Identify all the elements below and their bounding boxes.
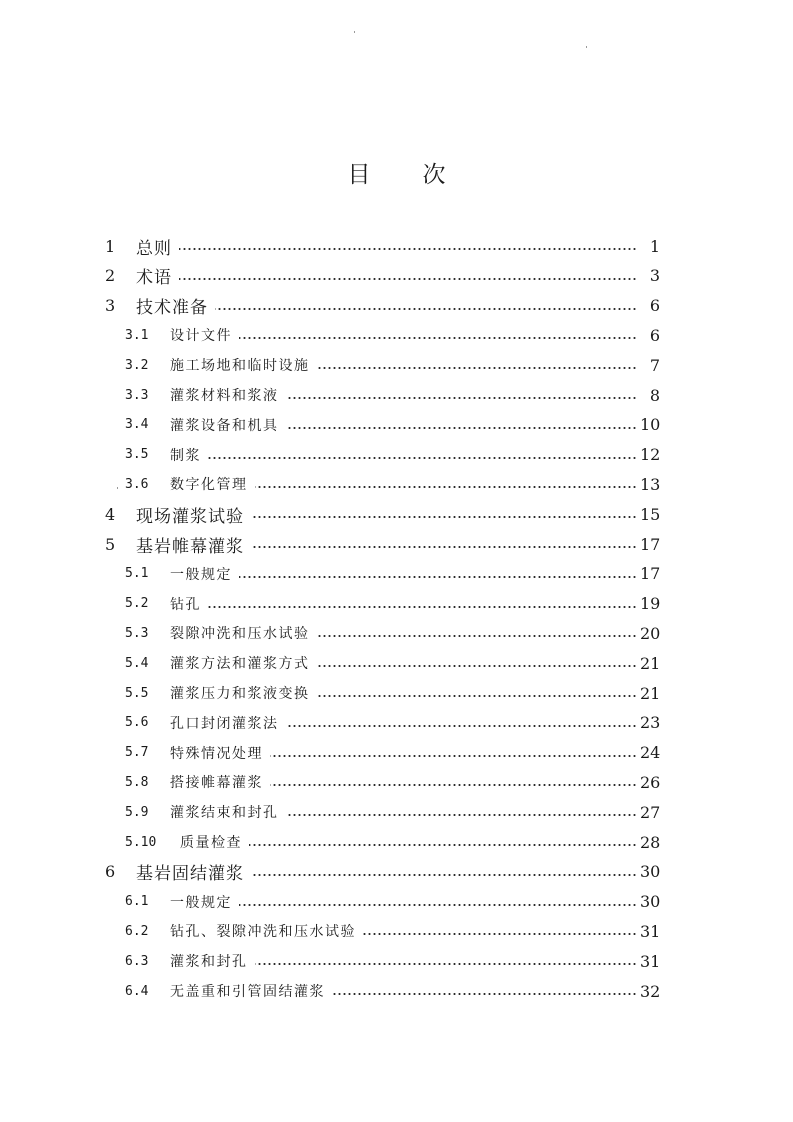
toc-entry-page-number[interactable]: 21 bbox=[640, 653, 661, 673]
toc-entry-number: 6.1 bbox=[125, 894, 149, 910]
toc-entry-number: 2 bbox=[105, 266, 116, 286]
toc-entry-page-number[interactable]: 26 bbox=[640, 772, 661, 792]
toc-entry-page-number[interactable]: 24 bbox=[640, 743, 661, 763]
toc-entry-page-number[interactable]: 30 bbox=[640, 892, 661, 912]
dot-leader bbox=[286, 396, 637, 400]
toc-entry-title[interactable]: 特殊情况处理 bbox=[170, 743, 266, 763]
dot-leader bbox=[317, 694, 637, 698]
toc-entry-page-number[interactable]: 28 bbox=[640, 832, 661, 852]
toc-entry-number: 3.5 bbox=[125, 447, 149, 463]
toc-entry[interactable] bbox=[0, 590, 793, 618]
dot-leader bbox=[215, 307, 637, 311]
toc-entry-page-number[interactable]: 15 bbox=[640, 504, 661, 524]
toc-entry-number: 3.2 bbox=[125, 357, 149, 373]
toc-entry-number: 3.3 bbox=[125, 387, 149, 403]
dot-leader bbox=[286, 724, 637, 728]
toc-entry-title[interactable]: 灌浆压力和浆液变换 bbox=[170, 683, 313, 703]
dot-leader bbox=[251, 515, 637, 519]
toc-entry-title[interactable]: 总则 bbox=[136, 234, 175, 259]
toc-entry-title[interactable]: 孔口封闭灌浆法 bbox=[170, 713, 282, 733]
toc-entry-title[interactable]: 裂隙冲洗和压水试验 bbox=[170, 623, 313, 643]
toc-entry[interactable] bbox=[0, 321, 793, 349]
page-title bbox=[0, 156, 793, 189]
toc-entry-title[interactable]: 灌浆方法和灌浆方式 bbox=[170, 653, 313, 673]
toc-entry-page-number[interactable]: 21 bbox=[640, 683, 661, 703]
toc-entry[interactable] bbox=[0, 560, 793, 588]
toc-entry[interactable] bbox=[0, 441, 793, 469]
toc-entry-number: 6 bbox=[105, 862, 116, 882]
dot-leader bbox=[270, 783, 637, 787]
toc-entry-page-number[interactable]: 20 bbox=[640, 623, 661, 643]
toc-entry-number: 6.4 bbox=[125, 983, 149, 999]
toc-entry-title[interactable]: 搭接帷幕灌浆 bbox=[170, 772, 266, 792]
dot-leader bbox=[239, 336, 637, 340]
dot-leader bbox=[255, 485, 637, 489]
toc-entry[interactable] bbox=[0, 232, 793, 260]
toc-entry-page-number[interactable]: 27 bbox=[640, 802, 661, 822]
toc-entry-title[interactable]: 灌浆结束和封孔 bbox=[170, 802, 282, 822]
toc-entry-number: 5.8 bbox=[125, 774, 149, 790]
toc-entry-number: 5.5 bbox=[125, 685, 149, 701]
toc-entry[interactable] bbox=[0, 649, 793, 677]
scan-speck bbox=[354, 31, 355, 33]
dot-leader bbox=[255, 962, 637, 966]
toc-entry[interactable] bbox=[0, 947, 793, 975]
scan-speck bbox=[586, 46, 587, 48]
toc-entry[interactable] bbox=[0, 411, 793, 439]
toc-entry-number: 5.9 bbox=[125, 804, 149, 820]
toc-entry-number: 5.3 bbox=[125, 625, 149, 641]
toc-entry[interactable] bbox=[0, 858, 793, 886]
toc-entry[interactable] bbox=[0, 917, 793, 945]
toc-entry-page-number[interactable]: 6 bbox=[649, 325, 660, 345]
toc-entry-number: 1 bbox=[105, 236, 116, 256]
toc-entry-page-number[interactable]: 12 bbox=[640, 445, 661, 465]
dot-leader bbox=[208, 456, 637, 460]
toc-entry-number: 3.4 bbox=[125, 417, 149, 433]
dot-leader bbox=[208, 605, 637, 609]
dot-leader bbox=[317, 366, 637, 370]
dot-leader bbox=[251, 545, 637, 549]
toc-entry-number: 3.1 bbox=[125, 327, 149, 343]
toc-entry[interactable] bbox=[0, 768, 793, 796]
dot-leader bbox=[363, 932, 637, 936]
dot-leader bbox=[239, 903, 637, 907]
title-char-2: 次 bbox=[422, 162, 446, 188]
toc-entry-title[interactable]: 技术准备 bbox=[136, 293, 211, 318]
toc-entry-number: 6.3 bbox=[125, 953, 149, 969]
toc-entry-page-number[interactable]: 17 bbox=[640, 564, 661, 584]
dot-leader bbox=[179, 247, 637, 251]
toc-entry-page-number[interactable]: 31 bbox=[640, 921, 661, 941]
dot-leader bbox=[249, 843, 637, 847]
title-char-1: 目 bbox=[347, 162, 371, 188]
toc-entry-title[interactable]: 灌浆和封孔 bbox=[170, 951, 251, 971]
toc-entry-title[interactable]: 设计文件 bbox=[170, 325, 235, 345]
dot-leader bbox=[332, 992, 637, 996]
toc-entry[interactable] bbox=[0, 351, 793, 379]
toc-entry-title[interactable]: 钻孔 bbox=[170, 594, 204, 614]
toc-entry-number: 5.6 bbox=[125, 715, 149, 731]
toc-entry[interactable] bbox=[0, 977, 793, 1005]
toc-entry[interactable] bbox=[0, 500, 793, 528]
toc-entry-number: 5.7 bbox=[125, 745, 149, 761]
toc-entry-number: 4 bbox=[105, 504, 116, 524]
toc-entry-number: 5.2 bbox=[125, 596, 149, 612]
toc-entry[interactable] bbox=[0, 709, 793, 737]
toc-entry-page-number[interactable]: 17 bbox=[640, 534, 661, 554]
toc-entry-number: 3.6 bbox=[125, 476, 149, 492]
toc-entry-title[interactable]: 术语 bbox=[136, 263, 175, 288]
dot-leader bbox=[317, 634, 637, 638]
toc-entry-page-number[interactable]: 13 bbox=[640, 474, 661, 494]
toc-entry-page-number[interactable]: 32 bbox=[640, 981, 661, 1001]
dot-leader bbox=[251, 873, 637, 877]
toc-entry-title[interactable]: 钻孔、裂隙冲洗和压水试验 bbox=[170, 921, 359, 941]
toc-entry-number: 5.4 bbox=[125, 655, 149, 671]
toc-entry-page-number[interactable]: 1 bbox=[649, 236, 660, 256]
toc-entry-title[interactable]: 数字化管理 bbox=[170, 474, 251, 494]
toc-entry-title[interactable]: 基岩固结灌浆 bbox=[136, 859, 247, 884]
toc-entry-page-number[interactable]: 6 bbox=[649, 296, 660, 316]
toc-entry[interactable] bbox=[0, 828, 793, 856]
toc-entry-number: 3 bbox=[105, 296, 116, 316]
dot-leader bbox=[239, 575, 637, 579]
toc-entry[interactable] bbox=[0, 679, 793, 707]
toc-entry-page-number[interactable]: 23 bbox=[640, 713, 661, 733]
toc-entry-page-number[interactable]: 10 bbox=[640, 415, 661, 435]
toc-entry-number: 5.10 bbox=[125, 834, 157, 850]
toc-entry-page-number[interactable]: 31 bbox=[640, 951, 661, 971]
toc-entry[interactable] bbox=[0, 292, 793, 320]
toc-entry-page-number[interactable]: 7 bbox=[649, 355, 660, 375]
toc-entry-number: 5.1 bbox=[125, 566, 149, 582]
toc-entry-title[interactable]: 灌浆材料和浆液 bbox=[170, 385, 282, 405]
toc-entry[interactable] bbox=[0, 530, 793, 558]
toc-entry[interactable] bbox=[0, 619, 793, 647]
toc-entry-title[interactable]: 一般规定 bbox=[170, 564, 235, 584]
toc-entry-title[interactable]: 灌浆设备和机具 bbox=[170, 415, 282, 435]
toc-entry-title[interactable]: 施工场地和临时设施 bbox=[170, 355, 313, 375]
toc-entry-page-number[interactable]: 30 bbox=[640, 862, 661, 882]
toc-entry-number: 5 bbox=[105, 534, 116, 554]
toc-entry-number: 6.2 bbox=[125, 923, 149, 939]
toc-entry-page-number[interactable]: 8 bbox=[649, 385, 660, 405]
toc-entry[interactable] bbox=[0, 798, 793, 826]
toc-entry-title[interactable]: 制浆 bbox=[170, 445, 204, 465]
toc-entry[interactable] bbox=[0, 381, 793, 409]
toc-entry-page-number[interactable]: 3 bbox=[649, 266, 660, 286]
toc-entry[interactable] bbox=[0, 739, 793, 767]
dot-leader bbox=[317, 664, 637, 668]
dot-leader bbox=[286, 426, 637, 430]
dot-leader bbox=[179, 277, 637, 281]
toc-entry[interactable] bbox=[0, 470, 793, 498]
toc-entry-title[interactable]: 质量检查 bbox=[180, 832, 245, 852]
dot-leader bbox=[270, 754, 637, 758]
toc-entry[interactable] bbox=[0, 888, 793, 916]
toc-entry-title[interactable]: 现场灌浆试验 bbox=[136, 502, 247, 527]
dot-leader bbox=[286, 813, 637, 817]
toc-entry-title[interactable]: 无盖重和引管固结灌浆 bbox=[170, 981, 328, 1001]
toc-entry-page-number[interactable]: 19 bbox=[640, 594, 661, 614]
toc-entry[interactable] bbox=[0, 262, 793, 290]
toc-entry-title[interactable]: 一般规定 bbox=[170, 892, 235, 912]
toc-entry-title[interactable]: 基岩帷幕灌浆 bbox=[136, 532, 247, 557]
